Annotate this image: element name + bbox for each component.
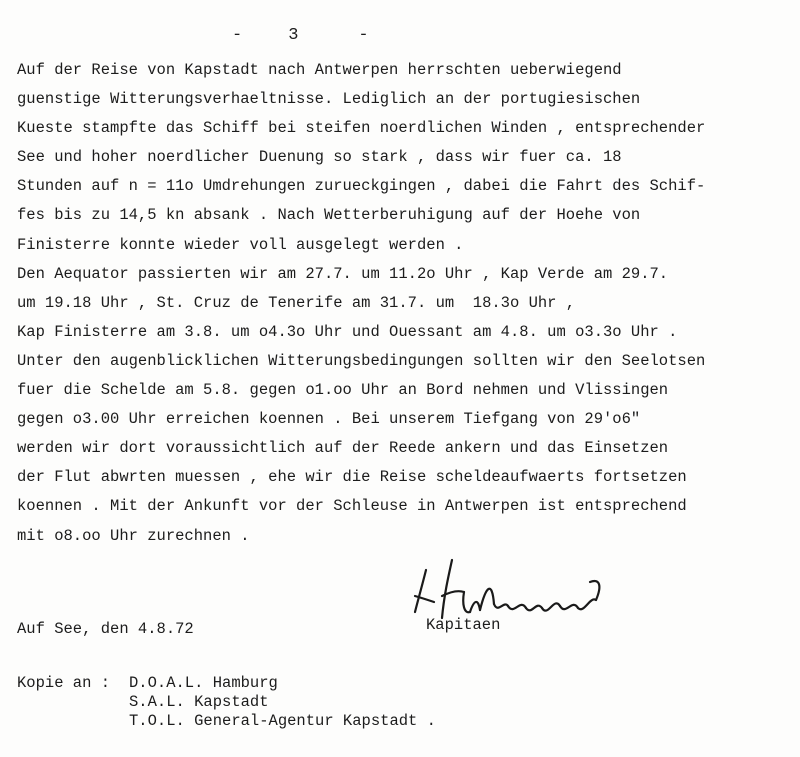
body-line: der Flut abwrten muessen , ehe wir die Reise scheldeaufwaerts fortsetzen [17,468,687,487]
letter-body [17,56,792,551]
body-line: mit o8.oo Uhr zurechnen . [17,526,250,545]
body-line: werden wir dort voraussichtlich auf der Reede ankern und das Einsetzen [17,439,669,458]
body-line: Stunden auf n = 11o Umdrehungen zurueckgingen , dabei die Fahrt des Schif- [17,177,706,196]
body-line: um 19.18 Uhr , St. Cruz de Tenerife am 31.7. um 18.3o Uhr , [17,293,576,312]
body-line: Unter den augenblicklichen Witterungsbedingungen sollten wir den Seelotsen [17,351,706,370]
page-dash-right: - [358,26,369,45]
copy-row [17,693,436,712]
body-line: fuer die Schelde am 5.8. gegen o1.oo Uhr an Bord nehmen und Vlissingen [17,381,669,400]
copy-recipient: T.O.L. General-Agentur Kapstadt . [129,712,436,730]
body-line: Kap Finisterre am 3.8. um o4.3o Uhr und Ouessant am 4.8. um o3.3o Uhr . [17,322,678,341]
copy-row [17,712,436,731]
signatory-title: Kapitaen [426,616,501,634]
copy-distribution [17,674,436,731]
copy-label: Kopie an : [17,674,111,692]
place-and-date: Auf See, den 4.8.72 [17,620,194,638]
copy-row [17,674,436,693]
page-number: 3 [288,26,299,45]
body-line: See und hoher noerdlicher Duenung so stark , dass wir fuer ca. 18 [17,148,622,167]
body-line: koennen . Mit der Ankunft vor der Schleuse in Antwerpen ist entsprechend [17,497,687,516]
page-dash-left: - [232,26,243,45]
body-line: Den Aequator passierten wir am 27.7. um 11.2o Uhr , Kap Verde am 29.7. [17,264,669,283]
body-line: gegen o3.00 Uhr erreichen koennen . Bei unserem Tiefgang von 29'o6" [17,410,641,429]
body-line: Kueste stampfte das Schiff bei steifen noerdlichen Winden , entsprechender [17,119,706,138]
page-number-header [232,26,369,45]
body-line: Auf der Reise von Kapstadt nach Antwerpen herrschten ueberwiegend [17,61,622,79]
copy-recipient: D.O.A.L. Hamburg [129,674,278,692]
copy-recipient: S.A.L. Kapstadt [129,693,269,711]
body-line: Finisterre konnte wieder voll ausgelegt werden . [17,235,464,254]
body-line: fes bis zu 14,5 kn absank . Nach Wetterberuhigung auf der Hoehe von [17,206,641,225]
body-line: guenstige Witterungsverhaeltnisse. Lediglich an der portugiesischen [17,90,641,109]
